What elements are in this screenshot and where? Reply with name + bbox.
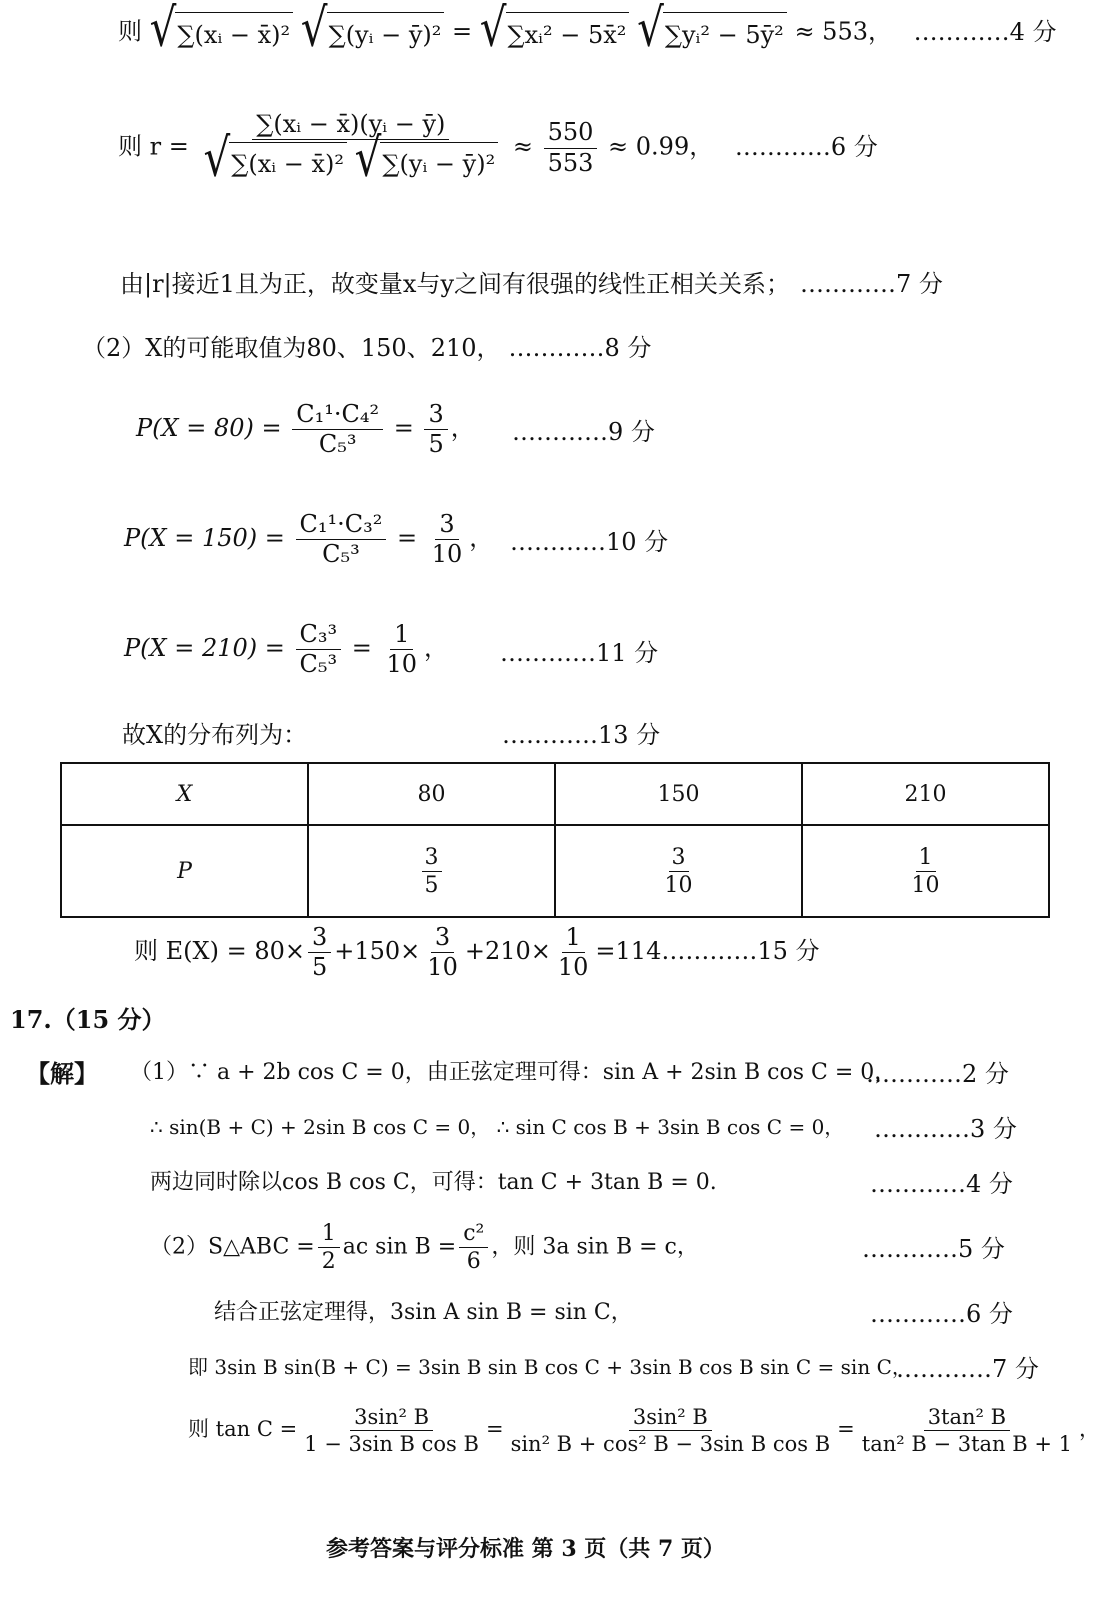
conclusion-line: [120, 272, 943, 296]
p-num: 1: [916, 846, 936, 872]
res-den: 5: [428, 430, 444, 459]
f1-num: 3sin² B: [350, 1406, 433, 1431]
f2-num: 3sin² B: [629, 1406, 712, 1431]
q17-score-5: …………6 分: [870, 1300, 1013, 1328]
lhs: P(X = 80) =: [136, 414, 282, 443]
f3-num: 1: [562, 925, 585, 953]
f2-den: 10: [427, 953, 458, 982]
f2-num: 3: [431, 925, 454, 953]
q17-line-6: 即 3sin B sin(B + C) = 3sin B sin B cos C + 3sin B cos B sin C = sin C，: [188, 1355, 912, 1379]
p-num: 3: [669, 846, 689, 872]
table-cell: [308, 825, 555, 917]
expr-a: ∑(xᵢ − x̄)²: [175, 12, 293, 54]
approx-num: 550: [544, 120, 598, 148]
prob-150-line: P(X = 150) = $\frac{\text{C₁¹·C₃²}}{\text{C₅³}}$ = $\frac{3}{10}$ ，: [124, 510, 494, 569]
text: 故X的分布列为：: [122, 721, 308, 749]
q17-line-7: 则 tan C = $\frac{\text{3sin² B}}{\text{1 − 3sin B cos B}}$ = $\frac{\text{3sin² B}}{\text{sin² B + cos² B − 3sin B cos B}}$ = $\frac{\text{3tan² B}}{\text{tan² B − 3tan B + 1}}$ ，: [188, 1405, 1100, 1457]
expectation-line: [134, 925, 820, 980]
score: …………8 分: [508, 334, 652, 362]
res-num: 3: [424, 402, 447, 430]
f3-den: tan² B − 3tan B + 1: [861, 1432, 1072, 1457]
result: =114: [595, 937, 662, 966]
approx-den: 553: [547, 148, 594, 177]
p-den: 5: [424, 873, 439, 898]
comb-den: C₅³: [318, 430, 357, 459]
p-den: 10: [911, 873, 940, 898]
table-cell: X: [61, 763, 308, 825]
q17-score-6: …………7 分: [896, 1355, 1039, 1383]
result-fraction: [383, 622, 422, 677]
suffix: ，: [1078, 1417, 1100, 1442]
q17-title: 17.（15 分）: [10, 1005, 166, 1034]
prob-210-score: …………11 分: [500, 639, 659, 667]
q17-score-1: …………2 分: [866, 1060, 1009, 1088]
q17-line-3: 两边同时除以cos B cos C，可得：tan C + 3tan B = 0.: [150, 1170, 717, 1195]
den-a: ∑(xᵢ − x̄)²: [229, 142, 347, 184]
expr-d: ∑yᵢ² − 5ȳ²: [663, 12, 787, 54]
score: …………6 分: [734, 132, 878, 161]
lhs: P(X = 150) =: [124, 524, 285, 553]
formula-line-1: 则 √ ∑(xᵢ − x̄)² √ ∑(yᵢ − ȳ)² = √ ∑xᵢ² − 5x̄² √ ∑yᵢ² − 5ȳ² ≈ 553， …………4 分: [118, 0, 1057, 58]
dist-intro: [122, 723, 307, 747]
f2-den: sin² B + cos² B − 3sin B cos B: [510, 1432, 831, 1457]
mid1: +150×: [334, 937, 421, 966]
half-den: 2: [321, 1249, 336, 1275]
sqrt-b: √ ∑(yᵢ − ȳ)²: [301, 12, 445, 54]
half-num: 1: [318, 1222, 340, 1248]
q17-score-4: …………5 分: [862, 1235, 1005, 1263]
score: …………7 分: [800, 270, 943, 298]
prefix: 则: [118, 17, 142, 46]
page-footer: 参考答案与评分标准 第 3 页（共 7 页）: [326, 1536, 725, 1562]
q17-line-2: ∴ sin(B + C) + 2sin B cos C = 0， ∴ sin C cos B + 3sin B cos C = 0，: [150, 1115, 845, 1139]
solution-tag: 【解】: [26, 1059, 98, 1088]
q17-score-2: …………3 分: [874, 1115, 1017, 1143]
p-den: 10: [664, 873, 693, 898]
formula-line-2: 则 r = ∑(xᵢ − x̄)(yᵢ − ȳ) √ ∑(xᵢ − x̄)² √ ∑(yᵢ − ȳ)² ≈ $\frac{550}{553}$ ≈ 0.99， …………6 分: [118, 110, 878, 188]
f3-num: 3tan² B: [924, 1406, 1010, 1431]
comb-num: C₃³: [296, 622, 342, 650]
part2-line: [82, 336, 651, 360]
q17-score-3: …………4 分: [870, 1170, 1013, 1198]
prob-150-score: …………10 分: [510, 528, 669, 556]
table-row-x: [61, 763, 1049, 825]
prefix: 则 E(X) = 80×: [134, 937, 305, 966]
den-b: ∑(yᵢ − ȳ)²: [380, 142, 498, 184]
comb-fraction: [292, 402, 383, 457]
table-cell: 210: [802, 763, 1049, 825]
prob-210-line: P(X = 210) = $\frac{\text{C₃³}}{\text{C₅³}}$ = $\frac{1}{10}$ ，: [124, 620, 449, 679]
prefix: 则 r =: [118, 132, 189, 161]
f1-num: 3: [308, 925, 331, 953]
f1-den: 5: [311, 953, 328, 982]
comb-den: C₅³: [322, 540, 360, 569]
f3-den: 10: [557, 953, 589, 982]
prefix: （2）S△ABC =: [150, 1234, 315, 1260]
comb-num: C₁¹·C₄²: [292, 402, 383, 430]
prob-80-score: …………9 分: [512, 418, 655, 446]
c-den: 6: [466, 1249, 481, 1275]
table-cell: P: [61, 825, 308, 917]
score: …………4 分: [913, 17, 1057, 46]
result: ≈ 553，: [794, 17, 892, 46]
result: ≈ 0.99，: [608, 132, 714, 161]
suffix: ，则 3a sin B = c，: [491, 1234, 699, 1260]
res-den: 10: [386, 650, 418, 679]
sqrt-a: √ ∑(xᵢ − x̄)²: [150, 12, 294, 54]
sqrt-c: √ ∑xᵢ² − 5x̄²: [480, 12, 630, 54]
mid2: +210×: [464, 937, 551, 966]
distribution-table: [60, 762, 1050, 918]
comb-num: C₁¹·C₃²: [296, 512, 387, 540]
expr-b: ∑(yᵢ − ȳ)²: [327, 12, 445, 54]
result-fraction: [428, 512, 467, 567]
p-num: 3: [422, 846, 442, 872]
text: 由|r|接近1且为正，故变量x与y之间有很强的线性正相关关系；: [120, 270, 791, 298]
table-cell: [555, 825, 802, 917]
comb-fraction: [296, 512, 387, 567]
score: …………15 分: [661, 937, 820, 966]
c-num: c²: [459, 1222, 488, 1248]
q17-line-4: [150, 1222, 699, 1273]
table-cell: 80: [308, 763, 555, 825]
prefix: 则 tan C =: [188, 1417, 298, 1442]
table-cell: 150: [555, 763, 802, 825]
numerator: ∑(xᵢ − x̄)(yᵢ − ȳ): [252, 112, 449, 140]
approx-fraction: [544, 120, 598, 175]
res-num: 1: [390, 622, 413, 650]
f1-den: 1 − 3sin B cos B: [304, 1432, 479, 1457]
text: （2）X的可能取值为80、150、210，: [82, 334, 501, 362]
expr-c: ∑xᵢ² − 5x̄²: [506, 12, 630, 54]
r-fraction: [199, 110, 502, 188]
sqrt-d: √ ∑yᵢ² − 5ȳ²: [637, 12, 787, 54]
comb-fraction: [296, 622, 342, 677]
comb-den: C₅³: [299, 650, 338, 679]
table-cell: [802, 825, 1049, 917]
result-fraction: [424, 402, 447, 457]
dist-intro-score: …………13 分: [502, 721, 661, 749]
q17-line-5: 结合正弦定理得，3sin A sin B = sin C，: [214, 1300, 633, 1325]
res-num: 3: [435, 512, 458, 540]
denominator: √ ∑(xᵢ − x̄)² √ ∑(yᵢ − ȳ)²: [199, 140, 502, 184]
table-row-p: [61, 825, 1049, 917]
mid: ac sin B =: [342, 1234, 457, 1260]
lhs: P(X = 210) =: [124, 634, 285, 663]
res-den: 10: [431, 540, 463, 569]
prob-80-line: P(X = 80) = $\frac{\text{C₁¹·C₄²}}{\text{C₅³}}$ = $\frac{3}{5}$ ，: [136, 400, 475, 459]
q17-line-1: （1）∵ a + 2b cos C = 0，由正弦定理可得：sin A + 2sin B cos C = 0，: [130, 1060, 897, 1085]
